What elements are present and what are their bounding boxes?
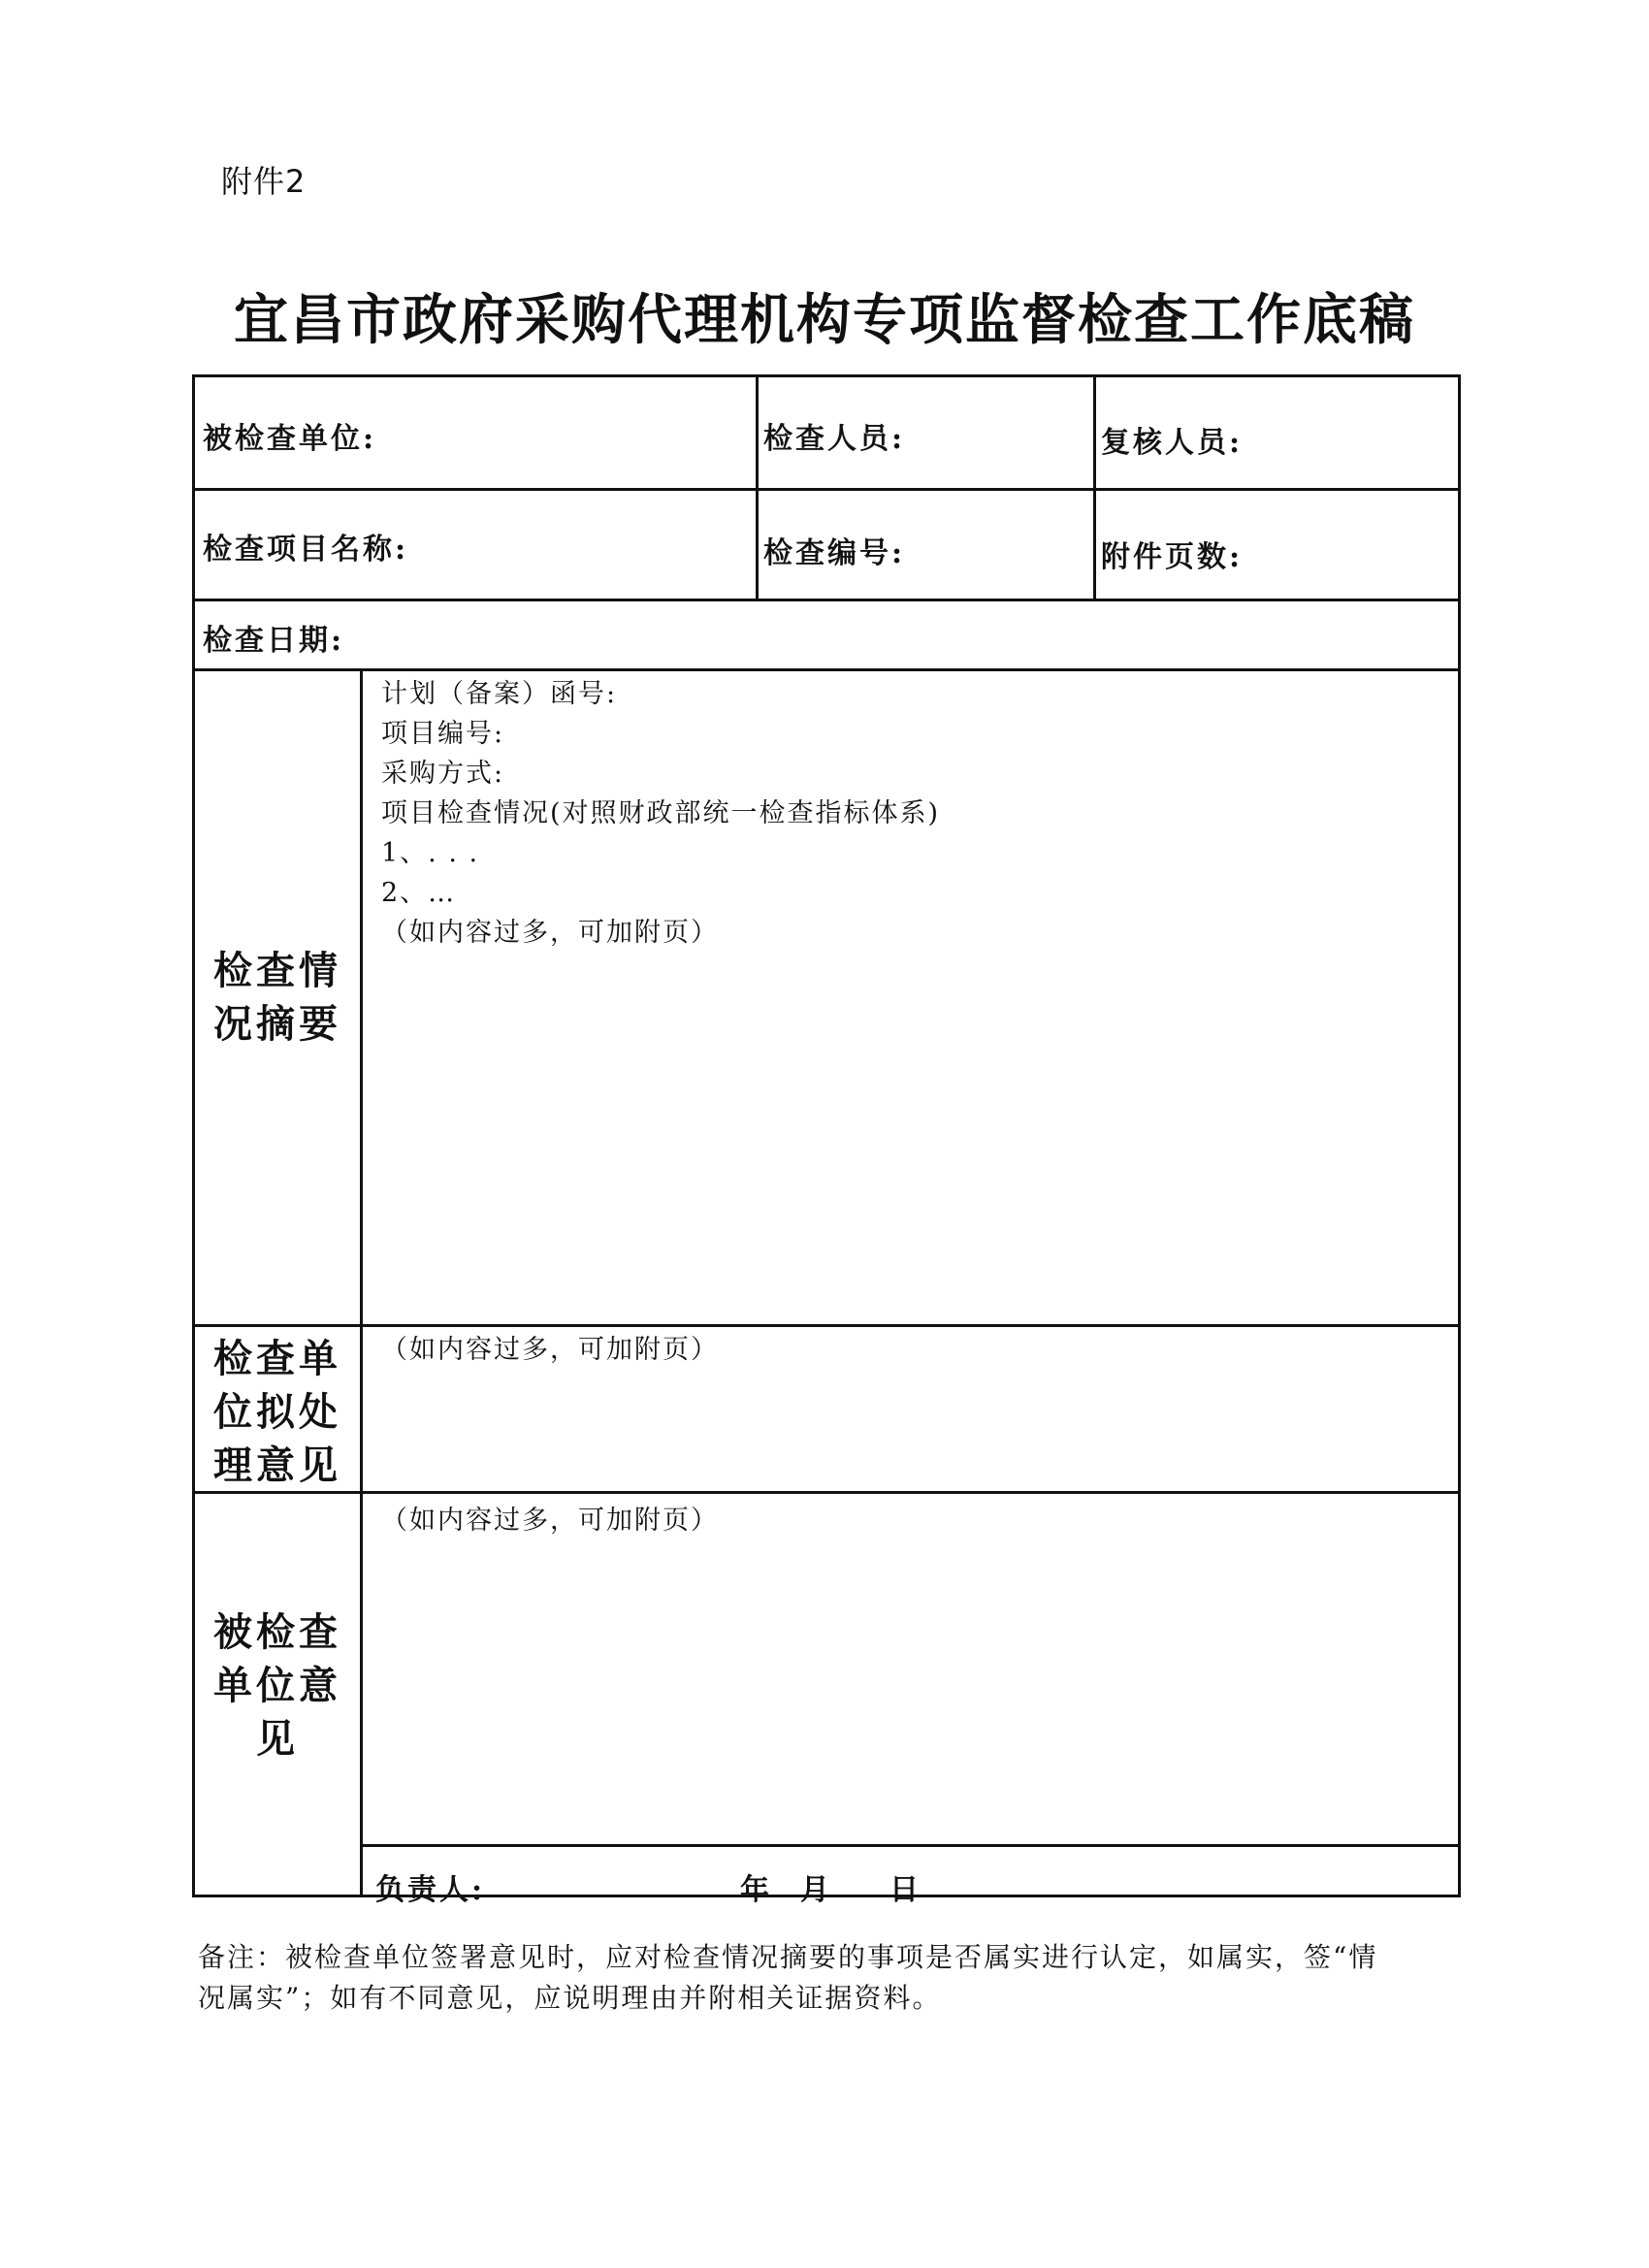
- responsible-label: 负责人:: [375, 1873, 486, 1907]
- attachment-pages-label: 附件页数:: [1101, 540, 1244, 574]
- month-label: 月: [800, 1873, 832, 1907]
- opinion-content: [381, 1501, 719, 1540]
- summary-content: [381, 674, 940, 953]
- inspectors-label: 检查人员:: [763, 422, 906, 456]
- summary-label-line1: 检查情: [213, 948, 341, 993]
- summary-bottom-rule: [195, 1324, 1458, 1327]
- inspected-unit-label: 被检查单位:: [203, 422, 377, 456]
- row2-bottom-rule: [195, 599, 1458, 601]
- check-number-label: 检查编号:: [763, 536, 906, 570]
- project-name-label: 检查项目名称:: [203, 533, 409, 567]
- opinion-attach-note: （如内容过多，可加附页）: [381, 1506, 719, 1536]
- proposal-label-line1: 检查单: [213, 1336, 341, 1381]
- plan-letter-number: 计划（备案）函号:: [381, 679, 618, 709]
- opinion-label-line1: 被检查: [213, 1609, 341, 1655]
- project-check-status: 项目检查情况(对照财政部统一检查指标体系): [381, 798, 941, 828]
- proposal-label-line3: 理意见: [213, 1442, 341, 1488]
- proposal-bottom-rule: [195, 1491, 1458, 1494]
- responsible-top-rule: [360, 1844, 1458, 1847]
- project-number: 项目编号:: [381, 719, 505, 749]
- check-date-label: 检查日期:: [203, 624, 345, 658]
- summary-label-line2: 况摘要: [213, 1001, 341, 1047]
- opinion-label-line2: 单位意: [213, 1663, 341, 1708]
- summary-item-1: 1、. . .: [381, 838, 480, 868]
- procurement-method: 采购方式:: [381, 759, 505, 789]
- summary-attach-note: （如内容过多，可加附页）: [381, 918, 719, 948]
- opinion-label-line3: 见: [256, 1716, 299, 1762]
- reviewers-label: 复核人员:: [1101, 426, 1244, 460]
- attachment-label: 附件2: [221, 163, 307, 200]
- document-title: 宜昌市政府采购代理机构专项监督检查工作底稿: [234, 288, 1415, 352]
- proposal-attach-note: （如内容过多，可加附页）: [381, 1335, 719, 1365]
- footnote-line2: 况属实”；如有不同意见，应说明理由并附相关证据资料。: [198, 1982, 942, 2014]
- header-divider-2: [1093, 377, 1096, 599]
- row1-bottom-rule: [195, 488, 1458, 491]
- opinion-side-label: [195, 1605, 360, 1766]
- proposal-side-label: [195, 1332, 360, 1492]
- row3-bottom-rule: [195, 668, 1458, 671]
- summary-side-label: [195, 944, 360, 1051]
- summary-item-2: 2、…: [381, 878, 457, 908]
- footnote-line1: 备注：被检查单位签署意见时，应对检查情况摘要的事项是否属实进行认定，如属实，签“情: [198, 1941, 1378, 1973]
- day-label: 日: [889, 1873, 922, 1907]
- header-divider-1: [756, 377, 759, 599]
- year-label: 年: [740, 1873, 772, 1907]
- label-column-divider: [360, 668, 363, 1895]
- inspection-form-table: [192, 374, 1461, 1907]
- proposal-label-line2: 位拟处: [213, 1389, 341, 1435]
- proposal-content: [381, 1330, 719, 1370]
